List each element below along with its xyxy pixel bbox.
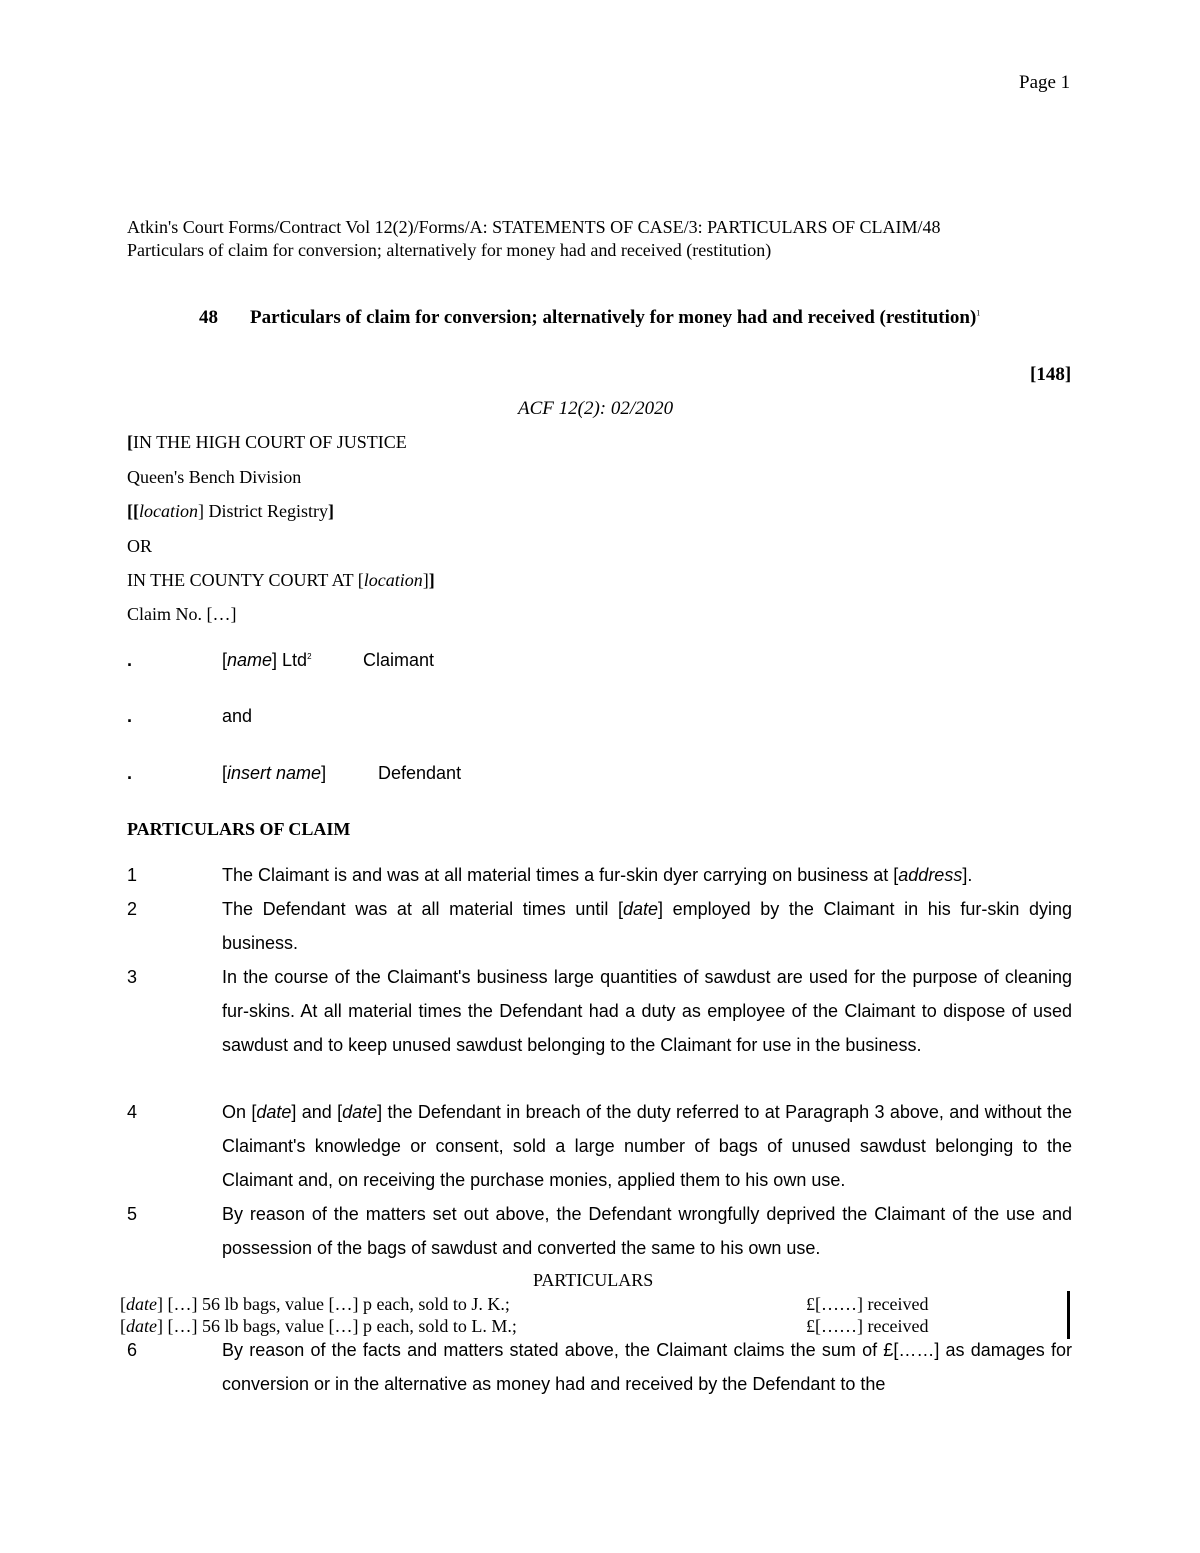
paragraph-6: By reason of the facts and matters stated above, the Claimant claims the sum of £[……] as damages for conversion or in the alternative as money had and received by the Defendant to the — [222, 1340, 1072, 1394]
county-court-line — [127, 570, 435, 591]
paragraph-number: 1 — [127, 865, 138, 885]
county-court-prefix: IN THE COUNTY COURT AT [ — [127, 570, 364, 590]
claimant-name — [222, 650, 312, 671]
form-title — [250, 307, 980, 329]
page-number: Page 1 — [1019, 72, 1071, 93]
claim-number: Claim No. […] — [127, 604, 237, 624]
paragraph-1 — [222, 858, 1072, 892]
high-court-bracket: [ — [127, 432, 133, 452]
registry-line — [127, 501, 334, 522]
registry-text: ] District Registry — [198, 501, 328, 521]
division-line: Queen's Bench Division — [127, 467, 302, 487]
paragraph-text: ] employed by the Claimant in his fur-skin dying business. — [222, 899, 1072, 953]
particulars-row-1 — [120, 1294, 510, 1315]
registry-open-bracket: [[ — [127, 501, 139, 521]
claimant-placeholder: name — [227, 650, 273, 670]
party-bullet: . — [127, 650, 133, 670]
paragraph-number: 5 — [127, 1204, 138, 1224]
particulars-bracket: [ — [120, 1316, 126, 1336]
paragraph-2 — [222, 892, 1072, 960]
particulars-description: ] […] 56 lb bags, value […] p each, sold to L. M.; — [157, 1316, 517, 1336]
defendant-open-bracket: [ — [222, 763, 228, 783]
or-line: OR — [127, 536, 153, 556]
particulars-description: ] […] 56 lb bags, value […] p each, sold to J. K.; — [157, 1294, 510, 1314]
acf-reference: ACF 12(2): 02/2020 — [518, 398, 674, 419]
party-bullet: . — [127, 706, 133, 726]
defendant-close-bracket: ] — [321, 763, 327, 783]
footnote-mark-1[interactable]: 1 — [976, 308, 981, 318]
county-court-close-outer: ] — [428, 570, 435, 590]
claimant-open-bracket: [ — [222, 650, 228, 670]
particulars-heading: PARTICULARS — [533, 1270, 654, 1290]
high-court-text: IN THE HIGH COURT OF JUSTICE — [133, 432, 407, 452]
paragraph-text: ]. — [962, 865, 973, 885]
paragraph-3: In the course of the Claimant's business large quantities of sawdust are used for the purpose of cleaning fur-skins. At all material times the Defendant had a duty as employee of the Claimant to dispose of used sawdust and to keep unused sawdust belonging to the Claimant for use in the business. — [222, 967, 1072, 1055]
defendant-placeholder: insert name — [227, 763, 322, 783]
paragraph-number: 4 — [127, 1102, 138, 1122]
placeholder-date: date — [256, 1102, 292, 1122]
registry-close-bracket: ] — [327, 501, 334, 521]
paragraph-text: On [ — [222, 1102, 257, 1122]
paragraph-text: ] the Defendant in breach of the duty referred to at Paragraph 3 above, and without the Claimant's knowledge or consent, sold a large number of bags of unused sawdust belonging to the Claimant and, on receiving the purchase monies, applied them to his own use. — [222, 1102, 1072, 1190]
paragraph-number: 2 — [127, 899, 138, 919]
paragraph-number: 3 — [127, 967, 138, 987]
claimant-role: Claimant — [363, 650, 435, 670]
reference-number: [148] — [1030, 364, 1072, 385]
placeholder-date: date — [126, 1294, 157, 1314]
particulars-of-claim-heading: PARTICULARS OF CLAIM — [127, 819, 351, 839]
paragraph-4 — [222, 1095, 1072, 1197]
county-court-location: location — [363, 570, 423, 590]
particulars-amount-1: £[……] received — [806, 1294, 929, 1314]
particulars-amount-2: £[……] received — [806, 1316, 929, 1336]
placeholder-date: date — [342, 1102, 378, 1122]
form-number: 48 — [199, 307, 218, 328]
placeholder-date: date — [622, 899, 659, 919]
claimant-suffix: ] Ltd — [272, 650, 308, 670]
placeholder-address: address — [898, 865, 963, 885]
high-court-line — [127, 432, 407, 453]
placeholder-date: date — [126, 1316, 157, 1336]
and-text: and — [222, 706, 253, 726]
particulars-bracket: [ — [120, 1294, 126, 1314]
defendant-name — [222, 763, 326, 784]
change-bar — [1067, 1291, 1070, 1339]
county-court-close-inner: ] — [422, 570, 429, 590]
registry-location: location — [139, 501, 198, 521]
form-title-text: Particulars of claim for conversion; alternatively for money had and received (restitution) — [250, 307, 977, 328]
party-bullet: . — [127, 763, 133, 783]
paragraph-text: The Defendant was at all material times until [ — [222, 899, 623, 919]
citation-title: Particulars of claim for conversion; alternatively for money had and received (restitution) — [127, 240, 772, 260]
citation-path: Atkin's Court Forms/Contract Vol 12(2)/Forms/A: STATEMENTS OF CASE/3: PARTICULARS OF CLAIM/48 — [127, 217, 941, 237]
paragraph-5: By reason of the matters set out above, the Defendant wrongfully deprived the Claimant of the use and possession of the bags of sawdust and converted the same to his own use. — [222, 1204, 1072, 1258]
paragraph-number: 6 — [127, 1340, 138, 1360]
footnote-mark-2[interactable]: 2 — [307, 652, 312, 661]
defendant-role: Defendant — [378, 763, 462, 783]
paragraph-text: ] and [ — [291, 1102, 343, 1122]
paragraph-text: The Claimant is and was at all material times a fur-skin dyer carrying on business at [ — [222, 865, 899, 885]
